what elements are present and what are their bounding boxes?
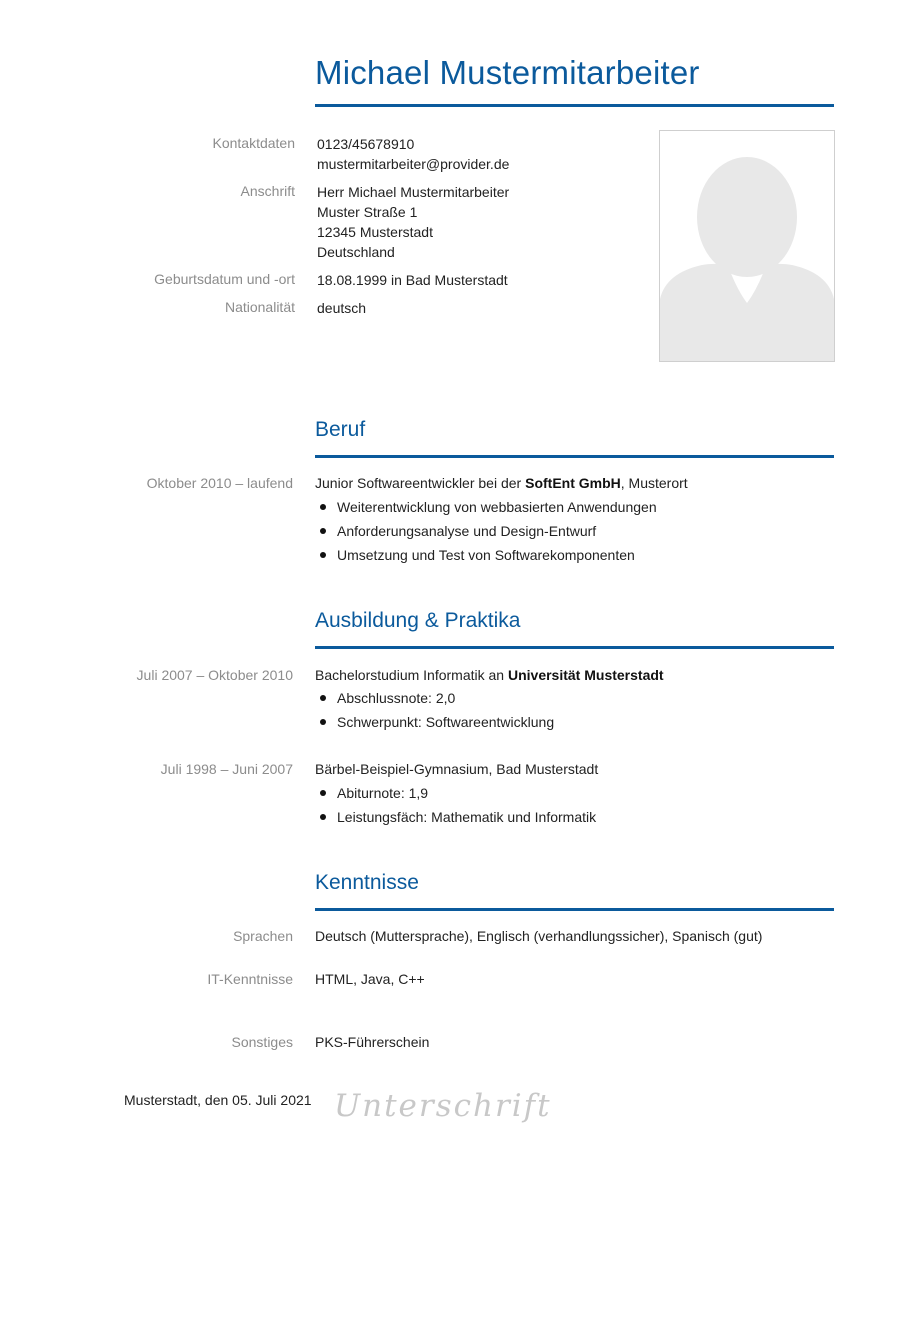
address-line: 12345 Musterstadt [317, 224, 433, 240]
address-line: Herr Michael Mustermitarbeiter [317, 184, 510, 200]
list-item: Schwerpunkt: Softwareentwicklung [315, 710, 554, 734]
skill-value: HTML, Java, C++ [315, 971, 425, 987]
section-heading-ausbildung: Ausbildung & Praktika [315, 609, 521, 632]
contact-phone: 0123/45678910 [317, 136, 415, 152]
education-title: Bachelorstudium Informatik an Universität Musterstadt [315, 667, 664, 683]
section-rule [315, 908, 834, 911]
list-item: Weiterentwicklung von webbasierten Anwendungen [315, 495, 657, 519]
place-date: Musterstadt, den 05. Juli 2021 [124, 1092, 312, 1108]
skill-label: Sonstiges [231, 1034, 293, 1050]
birth-value: 18.08.1999 in Bad Musterstadt [317, 272, 508, 288]
skill-label: Sprachen [233, 928, 293, 944]
person-silhouette-icon [660, 131, 834, 361]
job-title: Junior Softwareentwickler bei der SoftEnt GmbH, Musterort [315, 475, 688, 491]
signature: Unterschrift [334, 1088, 552, 1124]
job-date: Oktober 2010 – laufend [146, 475, 293, 491]
section-heading-kenntnisse: Kenntnisse [315, 871, 419, 894]
education-date: Juli 1998 – Juni 2007 [160, 761, 293, 777]
contact-email: mustermitarbeiter@provider.de [317, 156, 510, 172]
job-company: SoftEnt GmbH [525, 475, 621, 491]
nationality-value: deutsch [317, 300, 367, 316]
skill-value: PKS-Führerschein [315, 1034, 430, 1050]
skill-label: IT-Kenntnisse [207, 971, 293, 987]
education-bullets [315, 686, 554, 734]
nationality-label: Nationalität [224, 299, 295, 315]
education-title: Bärbel-Beispiel-Gymnasium, Bad Musterstadt [315, 761, 599, 777]
address-label: Anschrift [240, 183, 295, 199]
list-item: Abiturnote: 1,9 [315, 781, 596, 805]
contact-label: Kontaktdaten [212, 135, 295, 151]
list-item: Leistungsfäch: Mathematik und Informatik [315, 805, 596, 829]
section-heading-beruf: Beruf [315, 418, 366, 441]
address-line: Deutschland [317, 244, 395, 260]
header-rule [315, 104, 834, 107]
list-item: Abschlussnote: 2,0 [315, 686, 554, 710]
list-item: Umsetzung und Test von Softwarekomponenten [315, 543, 657, 567]
address-line: Muster Straße 1 [317, 204, 418, 220]
birth-label: Geburtsdatum und -ort [154, 271, 295, 287]
section-rule [315, 455, 834, 458]
education-institution: Universität Musterstadt [507, 667, 664, 683]
list-item: Anforderungsanalyse und Design-Entwurf [315, 519, 657, 543]
skill-value: Deutsch (Muttersprache), Englisch (verhandlungssicher), Spanisch (gut) [315, 928, 763, 944]
education-date: Juli 2007 – Oktober 2010 [136, 667, 293, 683]
profile-photo [659, 130, 835, 362]
education-bullets [315, 781, 596, 829]
job-bullets [315, 495, 657, 567]
cv-name: Michael Mustermitarbeiter [315, 54, 700, 91]
section-rule [315, 646, 834, 649]
